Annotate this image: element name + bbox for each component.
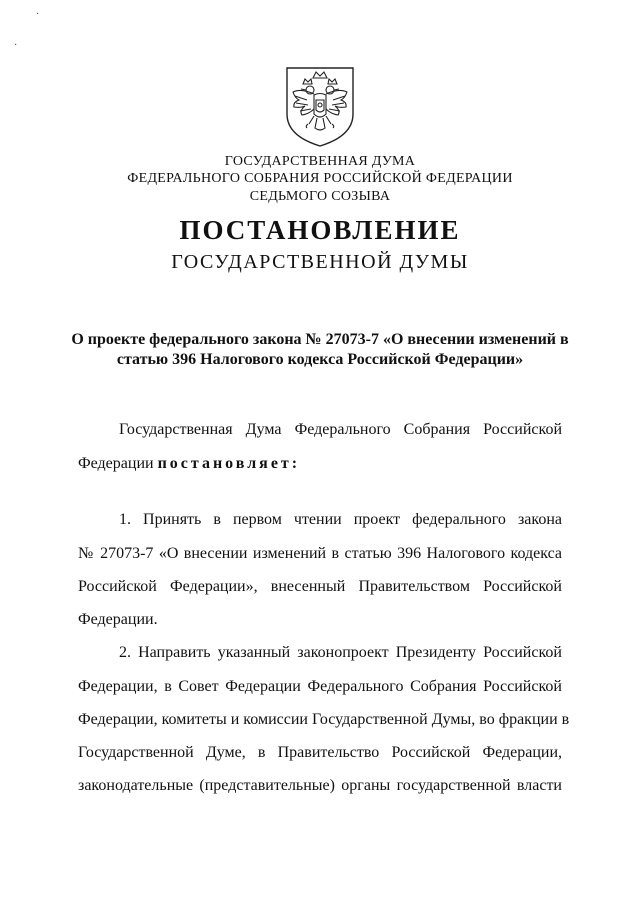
operative-word: постановляет: <box>157 455 301 472</box>
body-line: № 27073-7 «О внесении изменений в статью 396 Налогового кодекса <box>78 545 562 562</box>
body-line: 1. Принять в первом чтении проект федерального закона <box>119 511 562 528</box>
body-line: Государственная Дума Федерального Собрания Российской <box>119 421 562 438</box>
document-subtitle: ГОСУДАРСТВЕННОЙ ДУМЫ <box>171 251 469 273</box>
body-line: законодательные (представительные) органы государственной власти <box>78 777 562 794</box>
org-name-line: ФЕДЕРАЛЬНОГО СОБРАНИЯ РОССИЙСКОЙ ФЕДЕРАЦИИ <box>127 171 513 186</box>
body-line: Федерации. <box>78 611 158 628</box>
body-line: Российской Федерации», внесенный Правительством Российской <box>78 578 562 595</box>
body-line <box>78 455 300 473</box>
body-line: Федерации, комитеты и комиссии Государственной Думы, во фракции в <box>78 711 570 728</box>
russian-coat-of-arms-icon <box>281 62 359 148</box>
body-text: Федерации <box>78 455 158 472</box>
document-title: ПОСТАНОВЛЕНИЕ <box>179 215 461 245</box>
body-line: 2. Направить указанный законопроект Президенту Российской <box>119 644 562 661</box>
subject-line: О проекте федерального закона № 27073-7 «О внесении изменений в <box>71 331 569 348</box>
scan-mark: · <box>36 9 40 20</box>
subject-line: статью 396 Налогового кодекса Российской Федерации» <box>116 351 524 368</box>
scan-mark: · <box>14 40 18 51</box>
body-line: Федерации, в Совет Федерации Федерального Собрания Российской <box>78 678 562 695</box>
org-name-line: ГОСУДАРСТВЕННАЯ ДУМА <box>224 154 416 169</box>
body-line: Государственной Думе, в Правительство Российской Федерации, <box>78 744 562 761</box>
convocation-line: СЕДЬМОГО СОЗЫВА <box>249 189 391 204</box>
